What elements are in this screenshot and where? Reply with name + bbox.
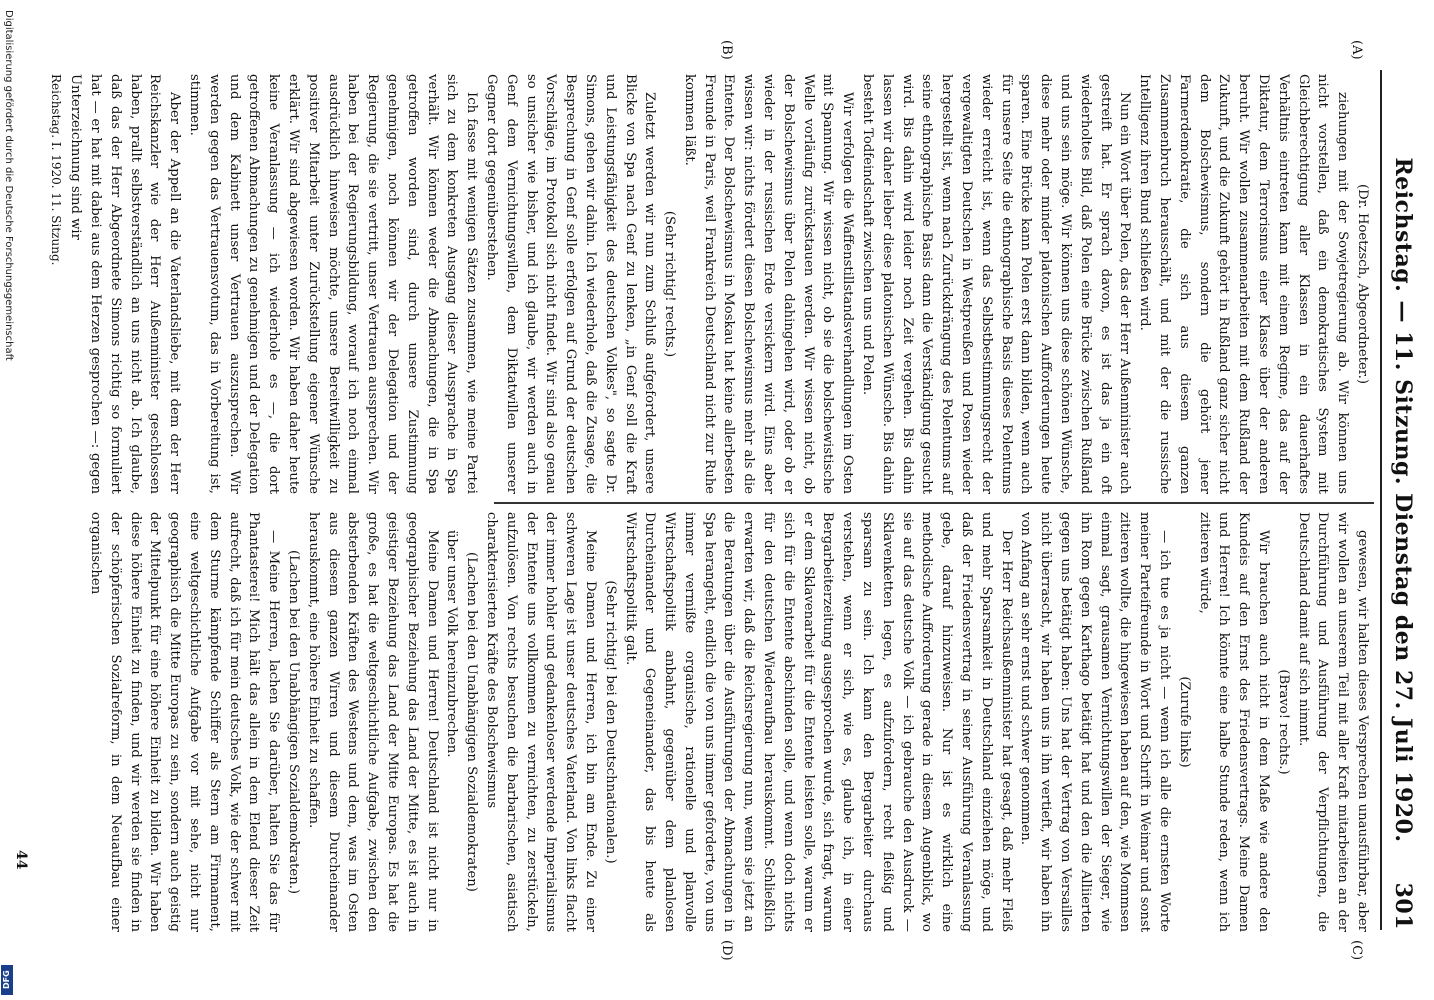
margin-mark-a: (A) — [1349, 40, 1364, 60]
left-paragraph: Nun ein Wort über Polen, das der Herr Außenminister auch gestreift hat. Er sprach davon, es ist das ja ein oft wiederholtes Bild, daß Polen eine Brücke zwischen Rußland und uns sein möge. Wir können uns diese schönen Wünsche, diese mehr oder minder platonischen Aufforderungen heute sparen. Eine Brücke kann Polen erst dann bilden, wenn auch für unsere Seite die ethnographische Basis dieses Polentums wieder erreicht ist, wenn das Selbstbestimmungsrecht der vergewaltigten Deutschen in Westpreußen und Posen wieder hergestellt ist, wenn nach Zurückdrängung des Polentums auf seine ethnographische Basis dann die Verständigung gesucht wird. Bis dahin wird leider noch Zeit vergehen. Bis dahin lassen wir daher lieber diese platonischen Wünsche. Bis dahin besteht Todfeindschaft zwischen uns und Polen. — [860, 74, 1133, 494]
right-paragraph: gewesen, wir halten dieses Versprechen unausführbar, aber wir wollen an unserem Teil mit aller Kraft mitarbeiten an der Durchführung und Ausführung der Verpflichtungen, die Deutschland damit auf sich nimmt. — [1295, 512, 1370, 932]
right-interjection: (Lachen bei den Unabhängigen Sozialdemokraten) — [464, 552, 480, 892]
right-paragraph: — Meine Herren, lachen Sie darüber, halten Sie das für Phantasterei! Mich hält das allein in dem Elend dieser Zeit aufrecht, daß ich für mein deutsches Volk, wie der schwer mit dem Sturme kämpfende Schiffer als Stern am Firmament, eine weltgeschichtliche Aufgabe vor mit sehe, nicht nur geographisch die Mitte Europas zu sein, sondern auch geistig der Mittelpunkt für eine höhere Einheit zu bilden. Wir haben diese höhere Einheit zu finden, und wir werden sie finden in der schöpferischen Sozialreform, in dem Neuaufbau einer organischen — [88, 512, 282, 932]
margin-mark-c: (C) — [1349, 940, 1364, 961]
dfg-logo — [1, 965, 13, 995]
header-rule — [1380, 70, 1382, 930]
left-column — [46, 74, 1372, 494]
right-interjection: (Zurufe links) — [1176, 676, 1192, 768]
left-paragraph: Aber der Appell an die Vaterlandsliebe, mit dem der Herr Reichskanzler wie der Herr Außenminister geschlossen haben, prallt selbstverständlich an uns nicht ab. Ich glaube, daß das der Herr Abgeordnete Simons richtig so formuliert hat — er hat mit dabei aus dem Herzen gesprochen —: gegen Unterzeichnung sind wir — [68, 74, 183, 494]
right-interjection: (Lachen bei den Unabhängigen Sozialdemokraten.) — [285, 549, 301, 895]
margin-mark-b: (B) — [719, 40, 734, 60]
right-paragraph: — ich tue es ja nicht — wenn ich alle die ernsten Worte meiner Parteifreunde in Wort und Schrift in Weimar und sonst zitieren wollte, die hingewiesen haben auf den, wie Mommsen einmal sagt, grausamen Vernichtungswillen der Sieger, wie ihn Rom gegen Karthago betätigt hat und den die Alliierten gegen uns betätigt haben: Uns hat der Vertrag von Versailles nicht überrascht, wir haben uns in ihn vertieft, wir haben ihn von Anfang an sehr ernst und schwer genommen. — [1018, 512, 1173, 932]
left-paragraph: ziehungen mit der Sowjetregierung ab. Wir können uns nicht vorstellen, daß ein demokratisches System mit Gleichberechtigung aller Klassen in ein dauerhaftes Verhältnis eintreten kann mit einem Regime, das auf der Diktatur, dem Terrorismus einer Klasse über der anderen beruht. Wir wollen zusammenarbeiten mit dem Rußland der Zukunft, und die Zukunft gehört in Rußland ganz sicher nicht dem Bolschewismus, sondern die gehört jener Farmerdemokratie, die sich aus diesem ganzen Zusammenbruch herausschält, und mit der die russische Intelligenz ihren Bund schließen wird. — [1137, 74, 1351, 494]
right-paragraph: über unser Volk hereinzubrechen. — [444, 530, 460, 758]
column-separator — [494, 502, 1374, 504]
sheet-signature: Reichstag. I. 1920. 11. Sitzung. — [49, 74, 64, 266]
digitization-credit-text: Digitalisierung gefördert durch die Deutsche Forschungsgemeinschaft — [3, 10, 14, 361]
right-column — [85, 512, 1372, 932]
left-paragraph: Wir verfolgen die Waffenstillstandsverhandlungen im Osten mit Spannung. Wir wissen nicht, ob sie die bolschewistische Welle vorläufig zurückstauen werden. Wir wissen nicht, ob der Bolschewismus über Polen dahingehen wird, oder ob er wieder in der russischen Erde versickern wird. Eins aber wissen wir: nichts fördert diesen Bolschewismus mehr als die Entente. Der Bolschewismus in Moskau hat keine allerbesten Freunde in Paris, weil Frankreich Deutschland nicht zur Ruhe kommen läßt. — [681, 74, 856, 494]
right-interjection: (Bravo! rechts.) — [1275, 669, 1291, 775]
right-paragraph: Meine Damen und Herren, ich bin am Ende. Zu einer schweren Lage ist unser deutsches Vaterland. Von links flacht der immer hohler und gedankenloser werdende Imperialismus der Entente uns vollkommen zu vernichten, zu zerstückeln, aufzulösen. Von rechts besuchen die barbarischen, asiatisch charakterisierten Kräfte des Bolschewismus — [483, 512, 598, 932]
right-paragraph: Meine Damen und Herren! Deutschland ist nicht nur in geographischer Beziehung das Land der Mitte, es ist auch in geistiger Beziehung das Land der Mitte Europas. Es hat die große, es hat die weltgeschichtliche Aufgabe, zwischen den absterbenden Kräften des Westens und dem, was im Osten aus diesem ganzen Wirren und diesem Durcheinander herauskommt, eine höhere Einheit zu schaffen. — [305, 512, 440, 932]
speaker-line: (Dr. Hoetzsch, Abgeordneter.) — [1355, 184, 1370, 384]
page-number: 301 — [1390, 882, 1416, 930]
left-interjection: (Sehr richtig! rechts.) — [662, 210, 678, 358]
page-header-title: Reichstag. — 11. Sitzung. Dienstag den 27. Juli 1920. — [1390, 157, 1416, 843]
left-paragraph: Zuletzt werden wir nun zum Schluß aufgefordert, unsere Blicke von Spa nach Genf zu lenken, „in Genf soll die Kraft und Leistungsfähigkeit des deutschen Volkes", so sagte Dr. Simons, gehen wir dahin. Ich wiederhole, daß die Zusage, die Besprechung in Genf solle erfolgen auf Grund der deutschen Vorschläge, im Protokoll sich nicht findet. Wir sind also genau so unsicher wie bisher, und ich glaube, wir werden auch in Genf dem Vernichtungswillen, dem Diktatwillen unserer Gegner dort gegenüberstehen. — [483, 74, 658, 494]
digitization-credit — [0, 0, 14, 1000]
right-paragraph: Der Herr Reichsaußenminister hat gesagt, daß mehr Fleiß und mehr Sparsamkeit in Deutschland einziehen möge, und daß der Friedensvertrag in seiner Ausführung Veranlassung gebe, darauf hinzuweisen. Nur ist es wirklich eine methodische Aufforderung gerade in diesem Augenblick, wo sie auf das deutsche Volk — ich gebrauche den Ausdruck — Sklavenketten legen, es aufzufordern, recht fleißig und sparsam zu sein. Ich kann den Bergarbeiter durchaus verstehen, wenn er sich, wie es, glaube ich, in einer Bergarbeiterzeitung ausgesprochen wurde, sich fragt, warum er dem Sklavenarbeit für die Entente leisten solle, warum er sich für die Entente abschinden solle, und wenn doch nichts für den deutschen Wiederaufbau herauskommt. Schließlich erwarten wir, daß die Reichsregierung nun, wenn sie jetzt an die Beratungen über die Ausführungen der Abmachungen in Spa herangeht, endlich die von uns immer geforderte, von uns immer vermißte organische, rationelle und planvolle Wirtschaftspolitik anbahnt, gegenüber dem planlosen Durcheinander und Gegeneinander, das bis heute als Wirtschaftspolitik galt. — [622, 512, 1014, 932]
right-paragraph: Wir brauchen auch nicht in dem Maße wie andere den Kundeis auf den Ernst des Friedensvertrags. Meine Damen und Herren! Ich könnte eine halbe Stunde reden, wenn ich zitieren würde, — [1196, 512, 1272, 932]
dfg-logo-text: DFG — [2, 970, 11, 990]
page-header — [1380, 70, 1416, 930]
right-interjection: (Sehr richtig! bei den Deutschnationalen.) — [602, 580, 618, 864]
left-paragraph: Ich fasse mit wenigen Sätzen zusammen, wie meine Partei sich zu dem konkreten Ausgang dieser Aussprache in Spa verhält. Wir können weder die Abmachungen, die in Spa getroffen worden sind, durch unsere Zustimmung genehmigen, noch können wir der Delegation und der Regierung, die sie vertritt, unser Vertrauen aussprechen. Wir haben bei der Regierungsbildung, worauf ich noch einmal ausdrücklich hinweisen möchte, unsere Bereitwilligkeit zu positiver Mitarbeit unter Zurückstellung eigener Wünsche erklärt. Wir sind abgewiesen worden. Wir haben daher heute keine Veranlassung — ich wiederhole es —, die dort getroffenen Abmachungen zu genehmigen und der Delegation und dem Kabinett unser Vertrauen auszusprechen. Wir werden gegen das Vertrauensvotum, das in Vorbereitung ist, stimmen. — [186, 74, 480, 494]
margin-mark-d: (D) — [719, 940, 734, 961]
sheet-number: 44 — [13, 850, 29, 870]
